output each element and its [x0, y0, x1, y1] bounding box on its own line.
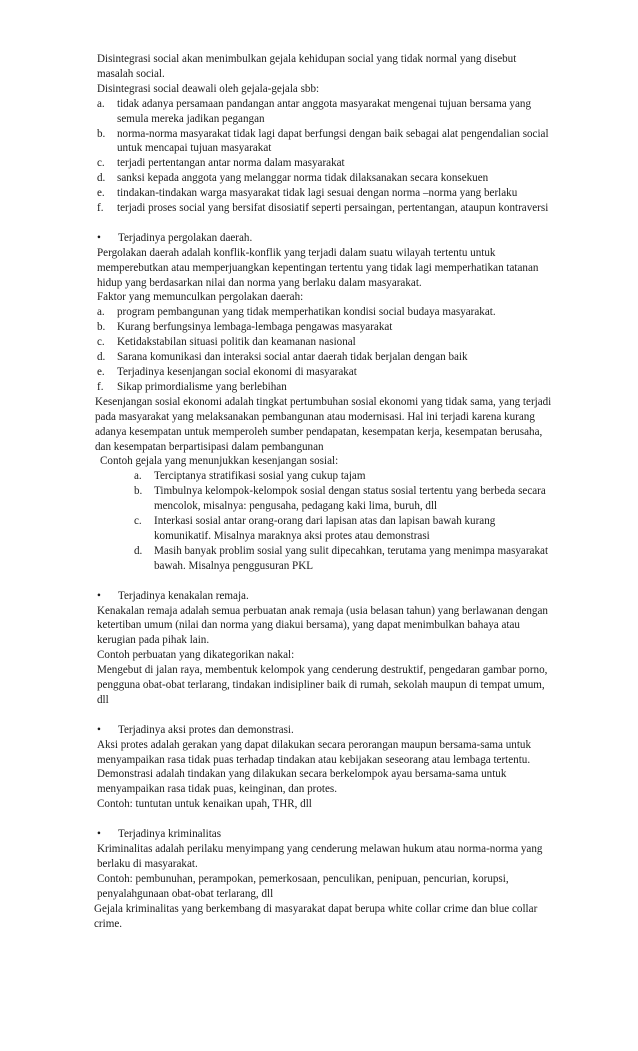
kenakalan-examples-lead: Contoh perbuatan yang dikategorikan nakal: — [97, 649, 295, 662]
list-item — [134, 469, 553, 484]
list-item — [97, 305, 553, 320]
list-item-label: f. — [97, 380, 104, 393]
list-item-text: Sikap primordialisme yang berlebihan — [117, 380, 287, 393]
list-item — [97, 97, 553, 127]
list-item-text: terjadi proses social yang bersifat disosiatif seperti persaingan, pertentangan, ataupun kontraversi — [117, 202, 549, 215]
list-item-text: Kurang berfungsinya lembaga-lembaga pengawas masyarakat — [117, 321, 393, 334]
kriminalitas-types: Gejala kriminalitas yang berkembang di masyarakat dapat berupa white collar crime dan blue collar crime. — [94, 902, 538, 930]
list-item-label: d. — [97, 351, 106, 364]
list-item — [97, 186, 553, 201]
section-gap — [97, 574, 553, 589]
list-item — [97, 201, 553, 216]
section-heading-text: Terjadinya pergolakan daerah. — [118, 231, 253, 244]
list-item-text: norma-norma masyarakat tidak lagi dapat berfungsi dengan baik sebagai alat pengendalian social untuk mencapai tujuan masyarakat — [117, 127, 549, 155]
list-item — [97, 127, 553, 157]
section-gap — [97, 216, 553, 231]
list-item-label: c. — [134, 515, 142, 528]
list-item-label: a. — [97, 97, 105, 110]
list-item — [134, 544, 553, 574]
kesenjangan-paragraph: Kesenjangan sosial ekonomi adalah tingkat pertumbuhan sosial ekonomi yang tidak sama, yang terjadi pada masyarakat yang melaksanakan pembangunan atau modernisasi. Hal ini terjadi karena kurang adanya kesempatan untuk memperoleh sumber pendapatan, kesempatan kerja, kesempatan berusaha, dan kesempatan berpartisipasi dalam pembangunan — [95, 395, 552, 453]
bullet-icon: • — [97, 828, 101, 841]
list-item-label: d. — [97, 172, 106, 185]
list-item-label: f. — [97, 202, 104, 215]
list-item-text: tidak adanya persamaan pandangan antar anggota masyarakat mengenai tujuan bersama yang semula mereka jadikan pegangan — [117, 97, 531, 125]
pergolakan-definition: Pergolakan daerah adalah konflik-konflik yang terjadi dalam suatu wilayah tertentu untuk memperebutkan atau memperjuangkan kepentingan tertentu yang tidak lagi memperhatikan tatanan hidup yang berdasarkan nilai dan norma yang berlaku dalam masyarakat. — [97, 246, 539, 289]
section-heading-protes — [97, 723, 553, 738]
section-heading-pergolakan — [97, 231, 553, 246]
list-item-text: Terciptanya stratifikasi sosial yang cukup tajam — [154, 470, 366, 483]
list-item-label: b. — [134, 485, 143, 498]
list-item-label: d. — [134, 544, 143, 557]
list-item-text: Timbulnya kelompok-kelompok sosial dengan status sosial tertentu yang berbeda secara mencolok, misalnya: pengusaha, pedagang kaki lima, buruh, dll — [154, 485, 546, 513]
list-item — [97, 350, 553, 365]
list-item-label: e. — [97, 187, 105, 200]
pergolakan-factors-lead: Faktor yang memunculkan pergolakan daerah: — [97, 291, 304, 304]
kriminalitas-examples: Contoh: pembunuhan, perampokan, pemerkosaan, penculikan, penipuan, pencurian, korupsi, penyalahgunaan obat-obat terlarang, dll — [97, 872, 509, 900]
list-item-text: Ketidakstabilan situasi politik dan keamanan nasional — [117, 336, 356, 349]
section-heading-kriminalitas — [97, 827, 553, 842]
list-item-text: program pembangunan yang tidak memperhatikan kondisi social budaya masyarakat. — [117, 306, 496, 319]
demonstrasi-definition: Demonstrasi adalah tindakan yang dilakukan secara berkelompok ayau bersama-sama untuk menyampaikan rasa tidak puas, keinginan, dan protes. — [97, 768, 507, 796]
list-item-text: sanksi kepada anggota yang melanggar norma tidak dilaksanakan secara konsekuen — [117, 172, 489, 185]
intro-lead: Disintegrasi social deawali oleh gejala-gejala sbb: — [97, 82, 320, 95]
kesenjangan-example-list — [134, 469, 553, 573]
list-item — [134, 484, 553, 514]
list-item — [97, 380, 553, 395]
list-item — [97, 156, 553, 171]
list-item-text: Terjadinya kesenjangan social ekonomi di masyarakat — [117, 366, 357, 379]
bullet-icon: • — [97, 723, 101, 736]
section-heading-text: Terjadinya aksi protes dan demonstrasi. — [118, 723, 294, 736]
pergolakan-factor-list — [97, 305, 553, 394]
list-item-label: e. — [97, 366, 105, 379]
section-heading-kenakalan — [97, 589, 553, 604]
protes-examples: Contoh: tuntutan untuk kenaikan upah, THR, dll — [97, 798, 312, 811]
list-item-text: Sarana komunikasi dan interaksi social antar daerah tidak berjalan dengan baik — [117, 351, 468, 364]
protes-definition: Aksi protes adalah gerakan yang dapat dilakukan secara perorangan maupun bersama-sama untuk menyampaikan rasa tidak puas terhadap tindakan atau kebijakan seseorang atau lembaga tertentu. — [97, 738, 532, 766]
bullet-icon: • — [97, 231, 101, 244]
bullet-icon: • — [97, 589, 101, 602]
list-item — [97, 171, 553, 186]
kriminalitas-definition: Kriminalitas adalah perilaku menyimpang yang cenderung melawan hukum atau norma-norma yang berlaku di masyarakat. — [97, 842, 543, 870]
list-item — [97, 335, 553, 350]
list-item — [97, 320, 553, 335]
list-item-label: c. — [97, 336, 105, 349]
section-gap — [97, 812, 553, 827]
list-item-label: a. — [97, 306, 105, 319]
intro-paragraph: Disintegrasi social akan menimbulkan gejala kehidupan social yang tidak normal yang disebut masalah social. — [97, 53, 517, 80]
list-item-label: b. — [97, 127, 106, 140]
list-item-text: tindakan-tindakan warga masyarakat tidak lagi sesuai dengan norma –norma yang berlaku — [117, 187, 518, 200]
disintegration-list — [97, 97, 553, 216]
list-item-text: terjadi pertentangan antar norma dalam masyarakat — [117, 157, 345, 170]
kenakalan-definition: Kenakalan remaja adalah semua perbuatan anak remaja (usia belasan tahun) yang berlawanan dengan ketertiban umum (nilai dan norma yang diakui bersama), yang dapat menimbulkan bahaya atau kerugian pada pihak lain. — [97, 604, 548, 647]
list-item-label: c. — [97, 157, 105, 170]
list-item-label: a. — [134, 470, 142, 483]
list-item — [97, 365, 553, 380]
kesenjangan-examples-lead: Contoh gejala yang menunjukkan kesenjangan sosial: — [100, 455, 339, 468]
list-item-label: b. — [97, 321, 106, 334]
section-gap — [97, 708, 553, 723]
kenakalan-examples: Mengebut di jalan raya, membentuk kelompok yang cenderung destruktif, pengedaran gambar porno, pengguna obat-obat terlarang, tindakan indisipliner baik di rumah, sekolah maupun di tempat umum, dll — [97, 664, 548, 706]
list-item-text: Interkasi sosial antar orang-orang dari lapisan atas dan lapisan bawah kurang komunikatif. Misalnya maraknya aksi protes atau demonstrasi — [154, 515, 496, 542]
section-heading-text: Terjadinya kenakalan remaja. — [118, 589, 249, 602]
list-item-text: Masih banyak problim sosial yang sulit dipecahkan, terutama yang menimpa masyarakat bawah. Misalnya penggusuran PKL — [154, 544, 549, 572]
document-body — [94, 52, 553, 931]
section-heading-text: Terjadinya kriminalitas — [118, 828, 222, 841]
list-item — [134, 514, 553, 544]
